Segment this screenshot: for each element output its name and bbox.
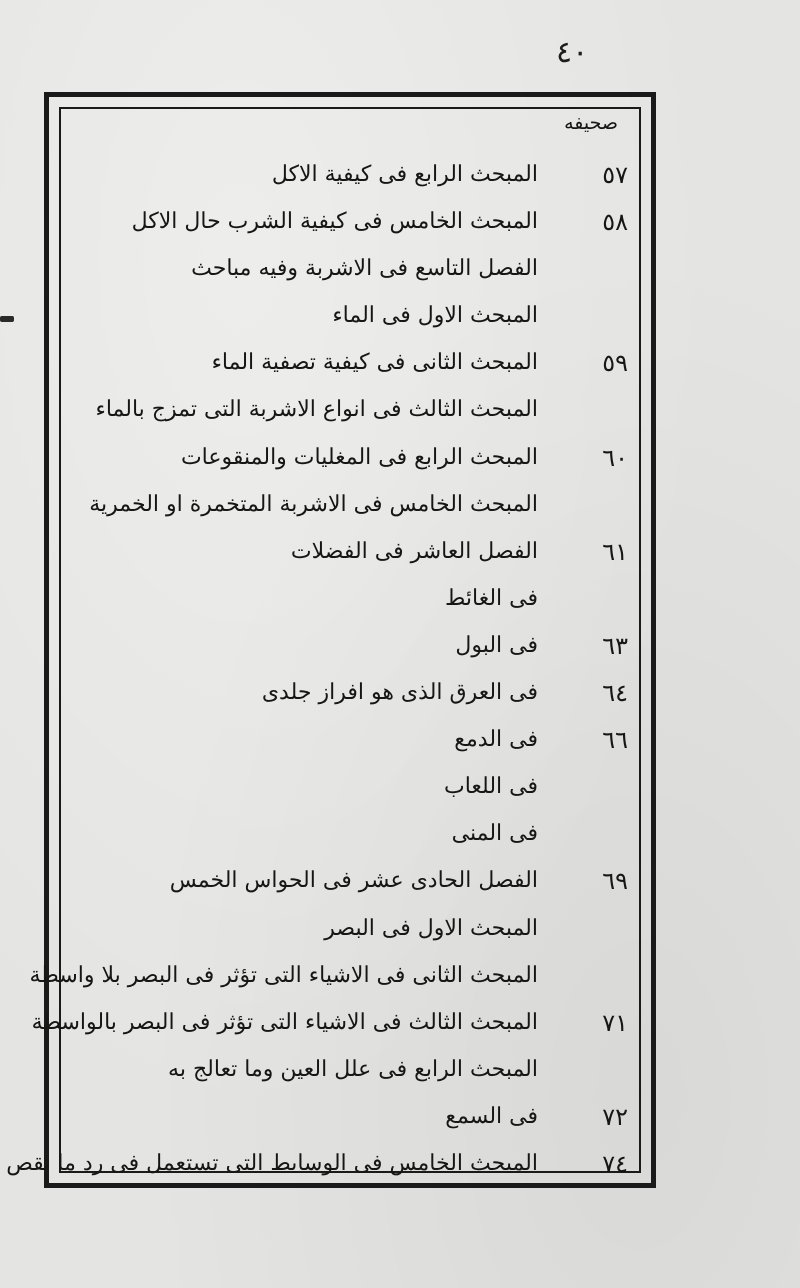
toc-entry	[6, 1141, 628, 1188]
toc-entry-page: ٦٤	[602, 679, 628, 708]
toc-entry	[29, 953, 628, 1000]
toc-entry-title: المبحث الخامس فى الاشربة المتخمرة او الخمرية	[89, 491, 538, 517]
toc-entry	[88, 764, 628, 811]
page-column-header: صحيفه	[564, 112, 618, 134]
toc-entry	[88, 1094, 628, 1141]
toc-entry-title: المبحث الثالث فى انواع الاشربة التى تمزج بالماء	[95, 397, 538, 423]
toc-entry-title: فى العرق الذى هو افراز جلدى	[261, 680, 538, 706]
toc-entry-page: ٦٦	[602, 726, 628, 755]
toc-entry-title: الفصل التاسع فى الاشربة وفيه مباحث	[191, 256, 538, 282]
toc-entry	[88, 906, 628, 953]
toc-entry-page: ٧١	[602, 1008, 628, 1037]
toc-entry-title: المبحث الرابع فى المغليات والمنقوعات	[180, 444, 538, 470]
toc-entry-page: ٦٩	[602, 867, 628, 896]
toc-entry-page: ٧٤	[602, 1149, 628, 1178]
toc-entry-title: المبحث الثالث فى الاشياء التى تؤثر فى البصر بالواسطة	[31, 1009, 538, 1035]
toc-entry-page: ٦٠	[602, 443, 628, 472]
toc-entry-title: المبحث الثانى فى كيفية تصفية الماء	[211, 350, 538, 376]
toc-entry	[88, 340, 628, 387]
toc-entry-title: فى المنى	[451, 821, 538, 847]
toc-entry-title: فى اللعاب	[444, 774, 538, 800]
toc-entry-title: الفصل الحادى عشر فى الحواس الخمس	[169, 868, 538, 894]
toc-entry	[88, 623, 628, 670]
toc-entry	[88, 717, 628, 764]
toc-entry	[88, 482, 628, 529]
toc-entry	[88, 152, 628, 199]
toc-entry-page: ٥٧	[602, 161, 628, 189]
toc-entry-title: فى الدمع	[454, 727, 538, 753]
toc-entry	[88, 670, 628, 717]
toc-entry	[88, 1047, 628, 1094]
toc-entry-page: ٥٩	[602, 349, 628, 378]
toc-entry	[88, 529, 628, 576]
toc-entry	[88, 435, 628, 482]
toc-entry-title: المبحث الخامس فى كيفية الشرب حال الاكل	[131, 209, 538, 235]
toc-entry-title: المبحث الرابع فى كيفية الاكل	[271, 162, 538, 187]
page-number: ٤٠	[556, 35, 589, 70]
toc-entry-page: ٦١	[602, 537, 628, 566]
toc-entry-page: ٥٨	[602, 208, 628, 237]
toc-entry	[88, 576, 628, 623]
toc-entry-title: الفصل العاشر فى الفضلات	[290, 538, 538, 564]
toc-entry	[88, 246, 628, 293]
toc-entry-title: فى الغائط	[445, 585, 538, 611]
toc-entry-title: المبحث الرابع فى علل العين وما تعالج به	[168, 1056, 538, 1082]
toc-entry-title: فى البول	[455, 632, 538, 658]
toc-entry	[88, 293, 628, 340]
toc-entry	[88, 199, 628, 246]
table-of-contents	[6, 152, 628, 1188]
toc-entry	[88, 811, 628, 858]
toc-entry-title: المبحث الثانى فى الاشياء التى تؤثر فى البصر بلا واسطة	[29, 962, 538, 988]
toc-entry	[88, 858, 628, 905]
margin-mark	[0, 316, 14, 322]
toc-entry-title: فى السمع	[445, 1103, 538, 1129]
toc-entry-page: ٧٢	[602, 1102, 628, 1131]
toc-entry-page: ٦٣	[602, 631, 628, 660]
toc-entry-title: المبحث الخامس فى الوسايط التى تستعمل فى رد ما نقص	[6, 1150, 538, 1176]
toc-entry-title: المبحث الاول فى البصر	[324, 915, 538, 941]
toc-entry	[31, 1000, 628, 1047]
toc-entry	[88, 387, 628, 434]
toc-entry-title: المبحث الاول فى الماء	[332, 303, 538, 329]
